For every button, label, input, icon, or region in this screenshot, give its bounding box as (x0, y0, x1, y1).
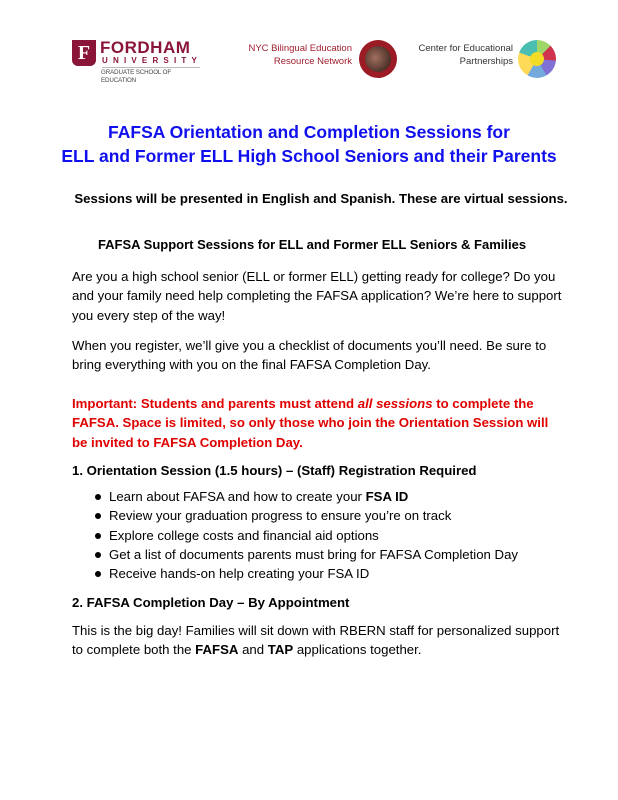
bullet-icon (95, 513, 101, 519)
list-item: Review your graduation progress to ensure you’re on track (72, 506, 562, 525)
register-paragraph: When you register, we’ll give you a checklist of documents you’ll need. Be sure to bring everything with you on the final FAFSA Completion Day. (72, 338, 547, 373)
session1-bullet-list (72, 487, 562, 583)
fordham-shield-icon: F (72, 40, 96, 66)
nycbern-seal-icon (359, 40, 397, 78)
session2-heading: 2. FAFSA Completion Day – By Appointment (72, 595, 350, 610)
session1-heading: 1. Orientation Session (1.5 hours) – (Staff) Registration Required (72, 463, 477, 478)
cep-text: Center for Educational Partnerships (418, 43, 513, 67)
fordham-logo (72, 38, 202, 88)
cep-wheel-icon (518, 40, 556, 78)
nycbern-text: NYC Bilingual Education Resource Network (248, 43, 352, 67)
page-title: FAFSA Orientation and Completion Sessions for ELL and Former ELL High School Seniors and their Parents (61, 122, 557, 166)
list-item: Receive hands-on help creating your FSA ID (72, 564, 562, 583)
bullet-icon (95, 494, 101, 500)
nycbern-logo (228, 38, 408, 88)
fordham-school: GRADUATE SCHOOL OF EDUCATION (101, 69, 172, 84)
bullet-icon (95, 552, 101, 558)
session2-paragraph: This is the big day! Families will sit down with RBERN staff for personalized support to complete both the FAFSA and TAP applications together. (72, 623, 560, 658)
fordham-divider (102, 67, 200, 68)
section-heading: FAFSA Support Sessions for ELL and Former ELL Seniors & Families (97, 237, 527, 252)
list-item: Learn about FAFSA and how to create your FSA ID (72, 487, 562, 506)
important-notice: Important: Students and parents must attend all sessions to complete the FAFSA. Space is limited, so only those who join the Orientation Session will be invited to FAFSA Completion Day. (72, 396, 549, 450)
cep-logo (410, 38, 560, 88)
list-item: Explore college costs and financial aid options (72, 526, 562, 545)
fordham-name: FORDHAM (100, 38, 191, 57)
bullet-icon (95, 571, 101, 577)
subtitle: Sessions will be presented in English and Spanish. These are virtual sessions. (74, 191, 568, 206)
list-item: Get a list of documents parents must bring for FAFSA Completion Day (72, 545, 562, 564)
intro-paragraph: Are you a high school senior (ELL or former ELL) getting ready for college? Do you and your family need help completing the FAFSA application? We’re here to support you every step of the way! (72, 269, 562, 323)
fordham-university: UNIVERSITY (102, 56, 203, 65)
logo-bar (0, 34, 618, 94)
bullet-icon (95, 533, 101, 539)
